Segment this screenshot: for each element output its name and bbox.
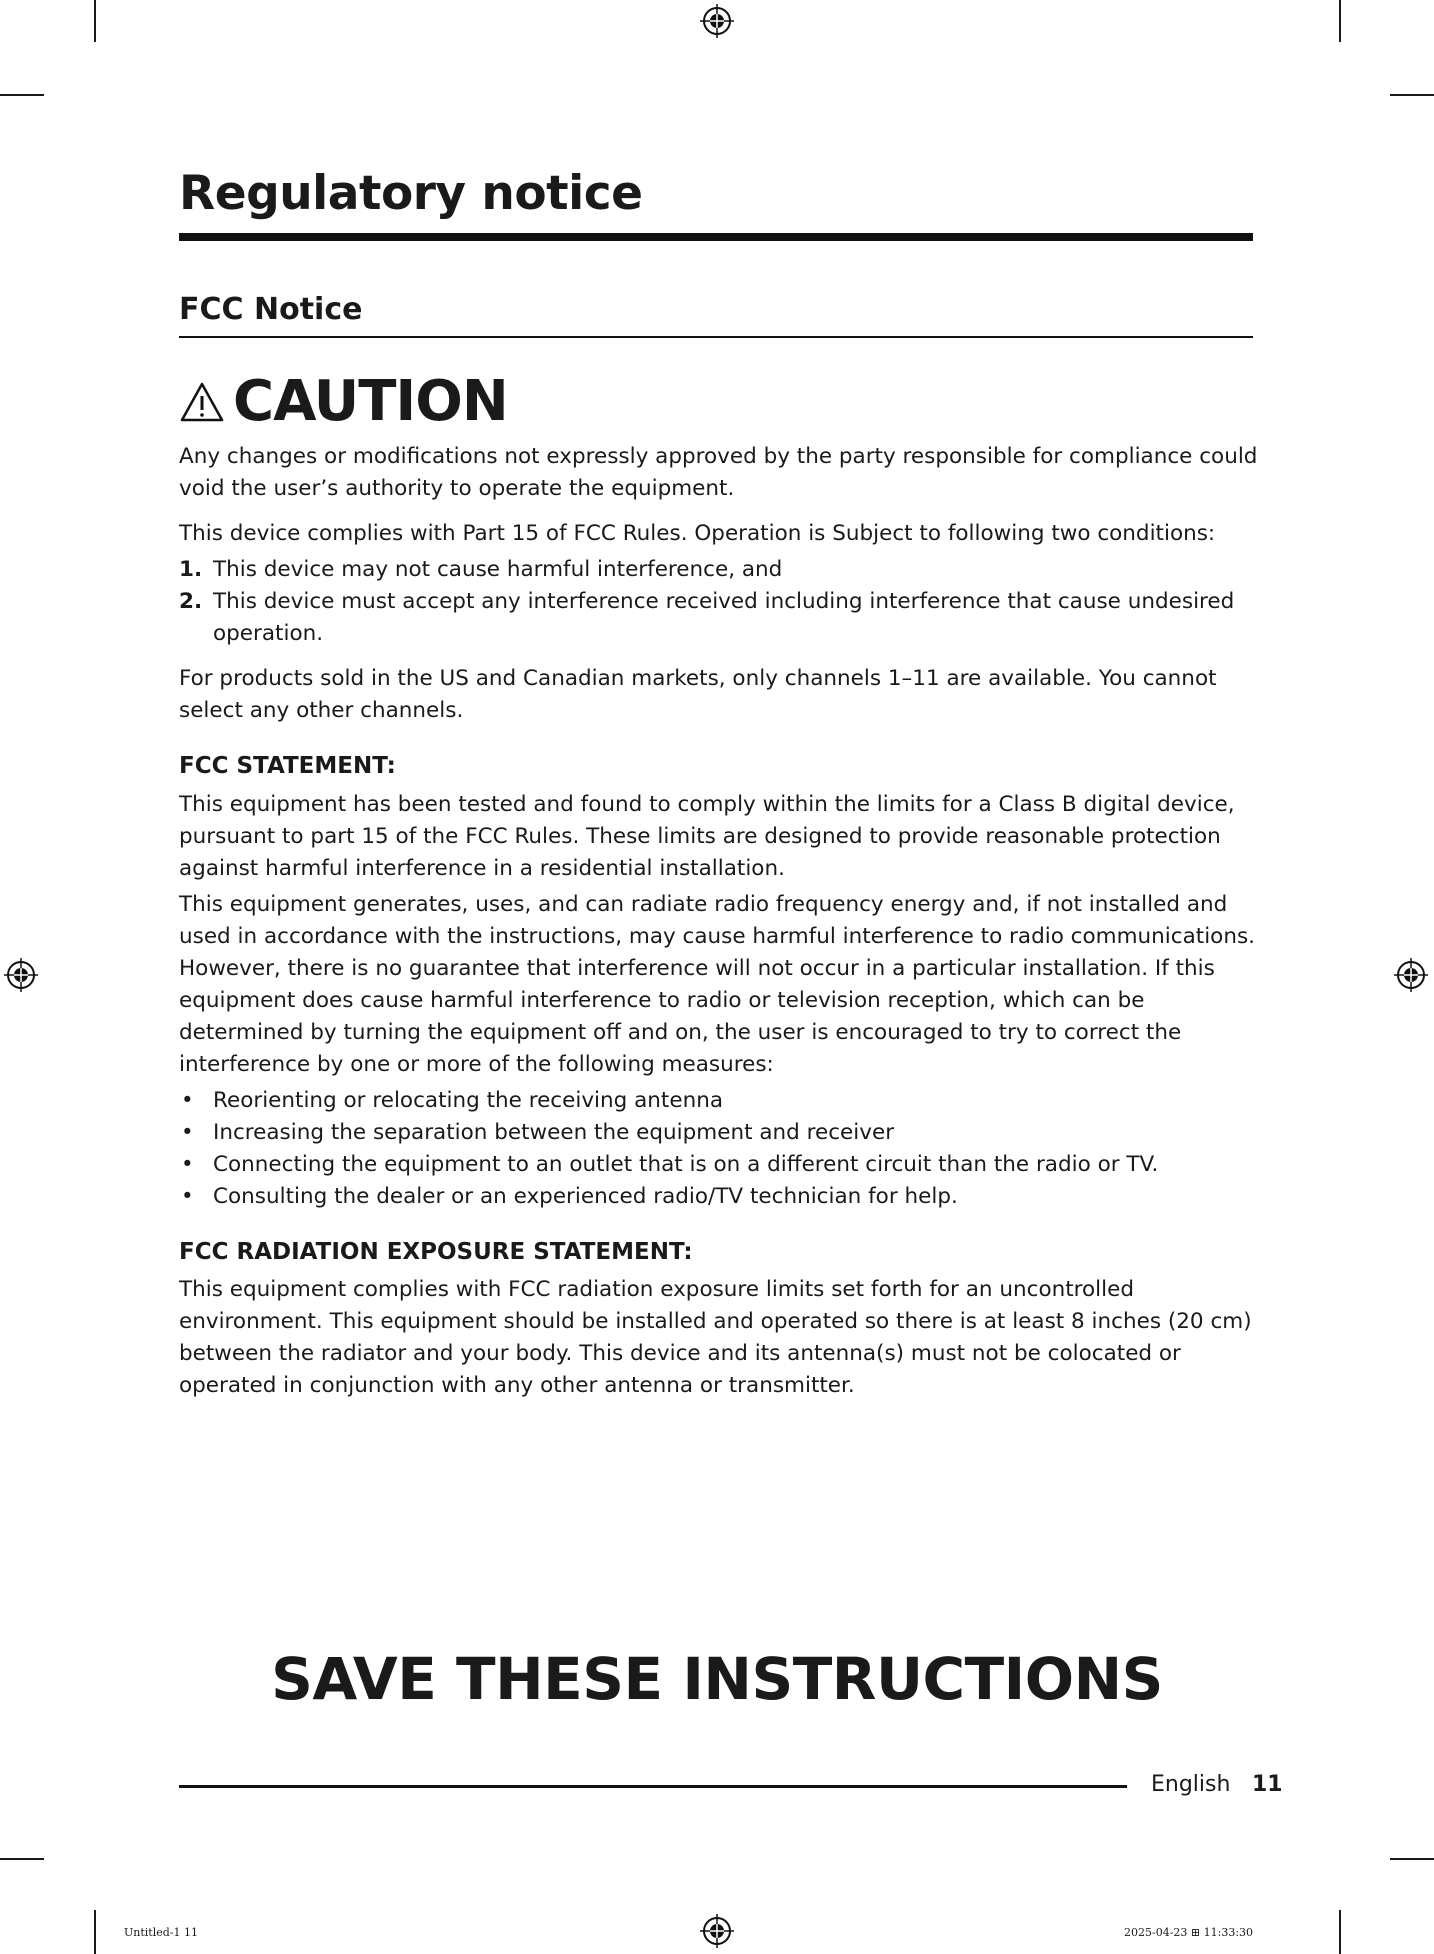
- bullet-icon: •: [181, 1183, 194, 1209]
- crop-mark: [0, 94, 44, 96]
- crop-mark: [1390, 94, 1434, 96]
- section-rule: [179, 336, 1253, 338]
- list-item-text: This device may not cause harmful interference, and: [213, 557, 783, 582]
- caution-label: CAUTION: [233, 369, 508, 434]
- title-rule: [179, 233, 1253, 241]
- list-item: [179, 1085, 1259, 1117]
- channels-note: For products sold in the US and Canadian markets, only channels 1–11 are available. You cannot select any other channels.: [179, 666, 1217, 723]
- registration-mark-icon: [700, 4, 734, 38]
- bullet-icon: •: [181, 1151, 194, 1177]
- list-item-text: Consulting the dealer or an experienced radio/TV technician for help.: [213, 1183, 958, 1209]
- fcc-statement-paragraph: This equipment has been tested and found to comply within the limits for a Class B digital device, pursuant to part 15 of the FCC Rules. These limits are designed to provide reasonable protection against harmful interference in a residential installation.: [179, 791, 1235, 881]
- footer-rule: [179, 1785, 1127, 1788]
- save-instructions-banner: SAVE THESE INSTRUCTIONS: [271, 1645, 1163, 1713]
- list-item-text: Increasing the separation between the equipment and receiver: [213, 1119, 895, 1145]
- conditions-list: [179, 554, 1259, 650]
- section-title-fcc-notice: FCC Notice: [179, 292, 363, 327]
- list-item: [179, 1117, 1259, 1149]
- list-item: [179, 554, 1259, 586]
- crop-mark: [1339, 0, 1341, 42]
- list-number: 1.: [179, 557, 203, 582]
- caution-paragraph: This device complies with Part 15 of FCC Rules. Operation is Subject to following two conditions:: [179, 521, 1216, 546]
- registration-mark-icon: [1394, 958, 1428, 992]
- list-item: [179, 1149, 1259, 1181]
- crop-mark: [1339, 1910, 1341, 1954]
- measures-list: [179, 1085, 1259, 1213]
- list-item-text: Reorienting or relocating the receiving antenna: [213, 1087, 724, 1113]
- print-slug-right: 2025-04-23 ⊞ 11:33:30: [1124, 1926, 1254, 1939]
- fcc-radiation-heading: FCC RADIATION EXPOSURE STATEMENT:: [179, 1238, 693, 1265]
- caution-paragraph: Any changes or modifications not expressly approved by the party responsible for compliance could void the user’s authority to operate the equipment.: [179, 444, 1258, 501]
- fcc-radiation-paragraph: This equipment complies with FCC radiation exposure limits set forth for an uncontrolled environment. This equipment should be installed and operated so there is at least 8 inches (20 cm) between the radiator and your body. This device and its antenna(s) must not be colocated or operated in conjunction with any other antenna or transmitter.: [179, 1277, 1252, 1399]
- notice-body: [179, 441, 1259, 1415]
- registration-mark-icon: [4, 958, 38, 992]
- crop-mark: [94, 1910, 96, 1954]
- list-item: [179, 586, 1259, 650]
- bullet-icon: •: [181, 1119, 194, 1145]
- print-slug-left: Untitled-1 11: [124, 1926, 198, 1939]
- registration-mark-icon: [700, 1914, 734, 1948]
- footer-language: English: [1151, 1772, 1231, 1797]
- fcc-statement-paragraph: This equipment generates, uses, and can radiate radio frequency energy and, if not installed and used in accordance with the instructions, may cause harmful interference to radio communications. However, there is no guarantee that interference will not occur in a particular installation. If this equipment does cause harmful interference to radio or television reception, which can be determined by turning the equipment off and on, the user is encouraged to try to correct the interference by one or more of the following measures:: [179, 891, 1255, 1077]
- list-item: [179, 1181, 1259, 1213]
- crop-mark: [0, 1858, 44, 1860]
- bullet-icon: •: [181, 1087, 194, 1113]
- list-item-text: This device must accept any interference received including interference that cause undesired operation.: [213, 589, 1235, 646]
- page-number: 11: [1252, 1772, 1283, 1797]
- fcc-statement-heading: FCC STATEMENT:: [179, 753, 396, 779]
- list-number: 2.: [179, 589, 203, 614]
- warning-triangle-icon: [179, 381, 225, 423]
- caution-heading: [179, 369, 508, 434]
- page-title: Regulatory notice: [179, 166, 643, 221]
- crop-mark: [1390, 1858, 1434, 1860]
- crop-mark: [94, 0, 96, 42]
- list-item-text: Connecting the equipment to an outlet that is on a different circuit than the radio or TV.: [213, 1151, 1159, 1177]
